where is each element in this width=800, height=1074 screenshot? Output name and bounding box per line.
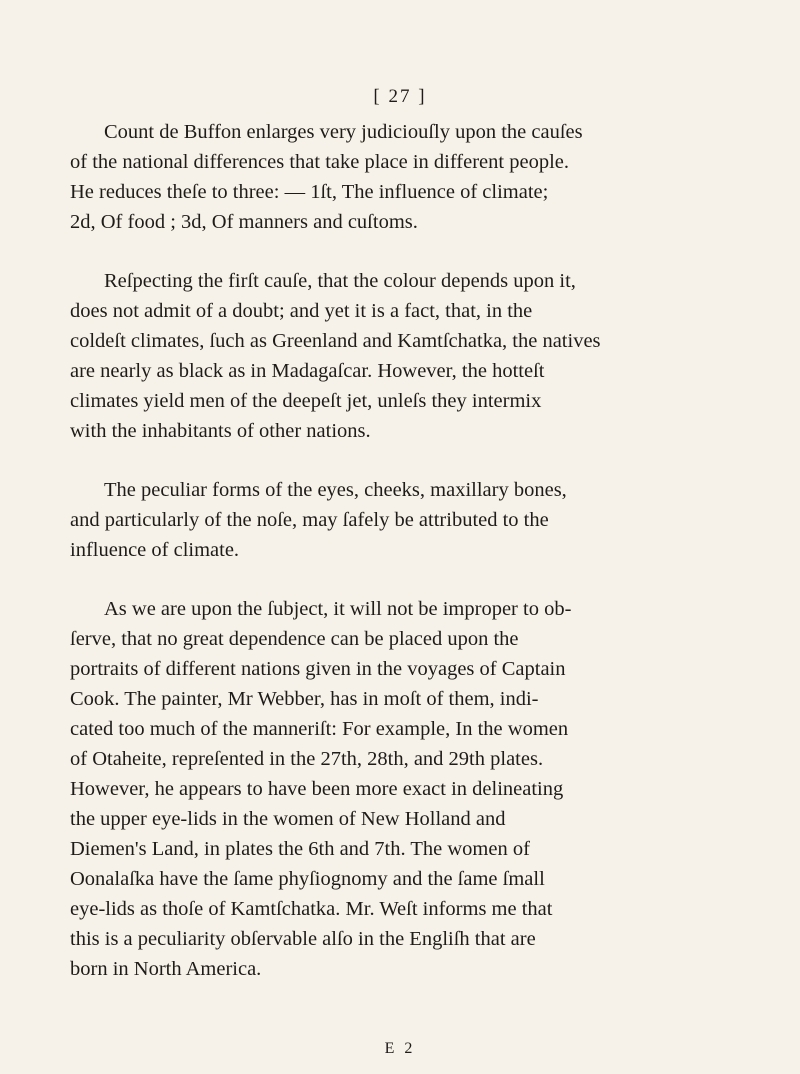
text-line: of Otaheite, repreſented in the 27th, 28th, and 29th plates. xyxy=(70,748,544,770)
text-line: eye-lids as thoſe of Kamtſchatka. Mr. Weſt informs me that xyxy=(70,898,553,920)
text-line: Oonalaſka have the ſame phyſiognomy and the ſame ſmall xyxy=(70,868,545,890)
text-line: with the inhabitants of other nations. xyxy=(70,420,371,442)
text-line: born in North America. xyxy=(70,958,262,980)
text-line: He reduces theſe to three: — 1ſt, The influence of climate; xyxy=(70,181,549,203)
text-line: ſerve, that no great dependence can be placed upon the xyxy=(70,628,519,650)
paragraph-3 xyxy=(70,475,730,565)
paragraph-2 xyxy=(70,266,730,446)
text-line: Reſpecting the firſt cauſe, that the colour depends upon it, xyxy=(104,270,576,292)
text-line: are nearly as black as in Madagaſcar. However, the hotteſt xyxy=(70,360,545,382)
text-line: the upper eye-lids in the women of New Holland and xyxy=(70,808,506,830)
text-line: and particularly of the noſe, may ſafely be attributed to the xyxy=(70,509,549,531)
text-line: The peculiar forms of the eyes, cheeks, maxillary bones, xyxy=(104,479,567,501)
text-line: of the national differences that take place in different people. xyxy=(70,151,569,173)
paragraph-4 xyxy=(70,594,730,984)
text-line: Diemen's Land, in plates the 6th and 7th. The women of xyxy=(70,838,530,860)
signature-mark: E 2 xyxy=(384,1040,416,1057)
text-line: Cook. The painter, Mr Webber, has in moſt of them, indi- xyxy=(70,688,539,710)
text-line: cated too much of the manneriſt: For example, In the women xyxy=(70,718,569,740)
text-line: does not admit of a doubt; and yet it is a fact, that, in the xyxy=(70,300,533,322)
text-line: Count de Buffon enlarges very judiciouſly upon the cauſes xyxy=(104,121,583,143)
text-line: climates yield men of the deepeſt jet, unleſs they intermix xyxy=(70,390,542,412)
paragraph-1 xyxy=(70,117,730,237)
text-line: coldeſt climates, ſuch as Greenland and Kamtſchatka, the natives xyxy=(70,330,601,352)
text-line: 2d, Of food ; 3d, Of manners and cuſtoms. xyxy=(70,211,418,233)
text-line: As we are upon the ſubject, it will not be improper to ob- xyxy=(104,598,572,620)
text-line: portraits of different nations given in the voyages of Captain xyxy=(70,658,566,680)
text-line: this is a peculiarity obſervable alſo in the Engliſh that are xyxy=(70,928,536,950)
text-line: influence of climate. xyxy=(70,539,240,561)
page-body xyxy=(70,117,730,1013)
page-number: [ 27 ] xyxy=(373,86,427,107)
text-line: However, he appears to have been more exact in delineating xyxy=(70,778,564,800)
